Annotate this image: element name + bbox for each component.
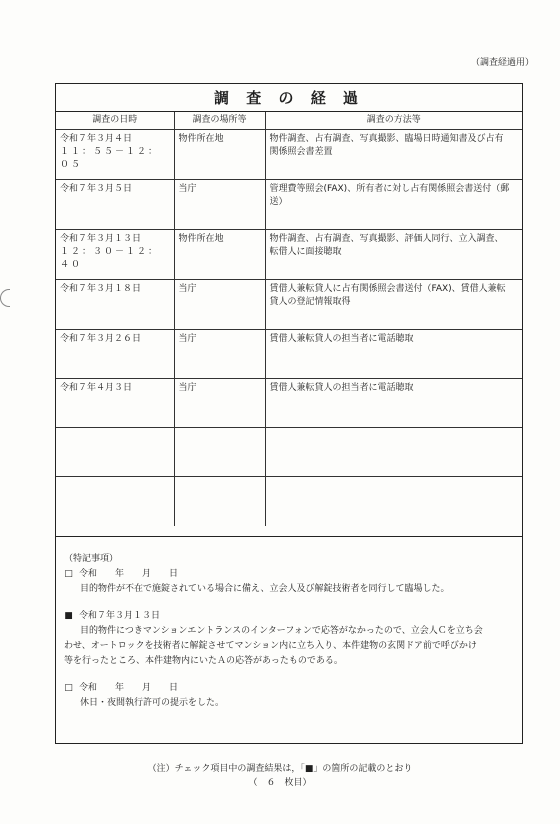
note-text: 等を行ったところ、本件建物内にいたＡの応答があったものである。 xyxy=(64,656,343,666)
note-item-1-header xyxy=(64,567,514,582)
place-cell: 当庁 xyxy=(174,379,265,428)
column-header-method: 調査の方法等 xyxy=(265,112,522,130)
method-cell: 賃借人兼転貸人に占有関係照会書送付（FAX)、賃借人兼転 貸人の登記情報取得 xyxy=(265,280,522,330)
date-cell xyxy=(56,428,174,477)
table-row xyxy=(56,280,522,330)
table-row xyxy=(56,180,522,230)
method-cell: 管理費等照会(FAX)、所有者に対し占有関係照会書送付（郵 送） xyxy=(265,180,522,230)
date-cell: 令和７年３月１３日 １２：３０－１２：４０ xyxy=(56,230,174,280)
table-row-empty xyxy=(56,477,522,526)
method-cell: 賃借人兼転貸人の担当者に電話聴取 xyxy=(265,379,522,428)
date-cell: 令和７年３月４日 １１：５５－１２：０５ xyxy=(56,130,174,180)
date-cell: 令和７年３月１８日 xyxy=(56,280,174,330)
note-text: 目的物件が不在で施錠されている場合に備え、立会人及び解錠技術者を同行して臨場した。 xyxy=(80,584,450,594)
place-cell xyxy=(174,428,265,477)
method-cell xyxy=(265,477,522,526)
note-item-3-header xyxy=(64,681,514,696)
table-row xyxy=(56,330,522,379)
column-header-datetime: 調査の日時 xyxy=(56,112,174,130)
note-text: わせ、オートロックを技術者に解錠させてマンション内に立ち入り、本件建物の玄関ドア前で呼びかけ xyxy=(64,641,477,651)
method-cell xyxy=(265,428,522,477)
note-date: 令和７年３月１３日 xyxy=(79,611,161,621)
date-cell: 令和７年３月５日 xyxy=(56,180,174,230)
note-item-2-header xyxy=(64,609,514,624)
special-notes-section xyxy=(56,536,522,743)
table-row xyxy=(56,230,522,280)
page-number: （ ６ 枚目） xyxy=(248,778,312,788)
survey-log-table xyxy=(56,112,522,526)
binder-hole-mark xyxy=(0,289,10,307)
date-cell: 令和７年４月３日 xyxy=(56,379,174,428)
footer-note: （注）チェック項目中の調査結果は，「■」の箇所の記載のとおり xyxy=(147,764,413,774)
form-title: 調 査 の 経 過 xyxy=(56,84,522,112)
special-notes-heading: （特記事項） xyxy=(64,554,119,564)
method-cell: 賃借人兼転貸人の担当者に電話聴取 xyxy=(265,330,522,379)
place-cell xyxy=(174,477,265,526)
date-cell: 令和７年３月２６日 xyxy=(56,330,174,379)
table-header-row xyxy=(56,112,522,130)
survey-form-frame xyxy=(55,83,523,744)
method-cell: 物件調査、占有調査、写真撮影、臨場日時通知書及び占有 関係照会書差置 xyxy=(265,130,522,180)
form-type-label: （調査経過用） xyxy=(470,58,534,68)
date-cell xyxy=(56,477,174,526)
unchecked-box-icon: □ xyxy=(64,683,73,693)
place-cell: 当庁 xyxy=(174,280,265,330)
note-text: 休日・夜間執行許可の提示をした。 xyxy=(80,698,225,708)
column-header-place: 調査の場所等 xyxy=(174,112,265,130)
note-date: 令和 年 月 日 xyxy=(79,569,179,579)
table-row xyxy=(56,130,522,180)
table-row xyxy=(56,379,522,428)
method-cell: 物件調査、占有調査、写真撮影、評価人同行、立入調査、 転借人に面接聴取 xyxy=(265,230,522,280)
place-cell: 物件所在地 xyxy=(174,130,265,180)
table-row-empty xyxy=(56,428,522,477)
place-cell: 物件所在地 xyxy=(174,230,265,280)
checked-box-icon: ■ xyxy=(64,611,73,621)
place-cell: 当庁 xyxy=(174,180,265,230)
note-text: 目的物件につきマンションエントランスのインターフォンで応答がなかったので、立会人Ｃを立ち会 xyxy=(80,626,483,636)
unchecked-box-icon: □ xyxy=(64,569,73,579)
place-cell: 当庁 xyxy=(174,330,265,379)
note-date: 令和 年 月 日 xyxy=(79,683,179,693)
